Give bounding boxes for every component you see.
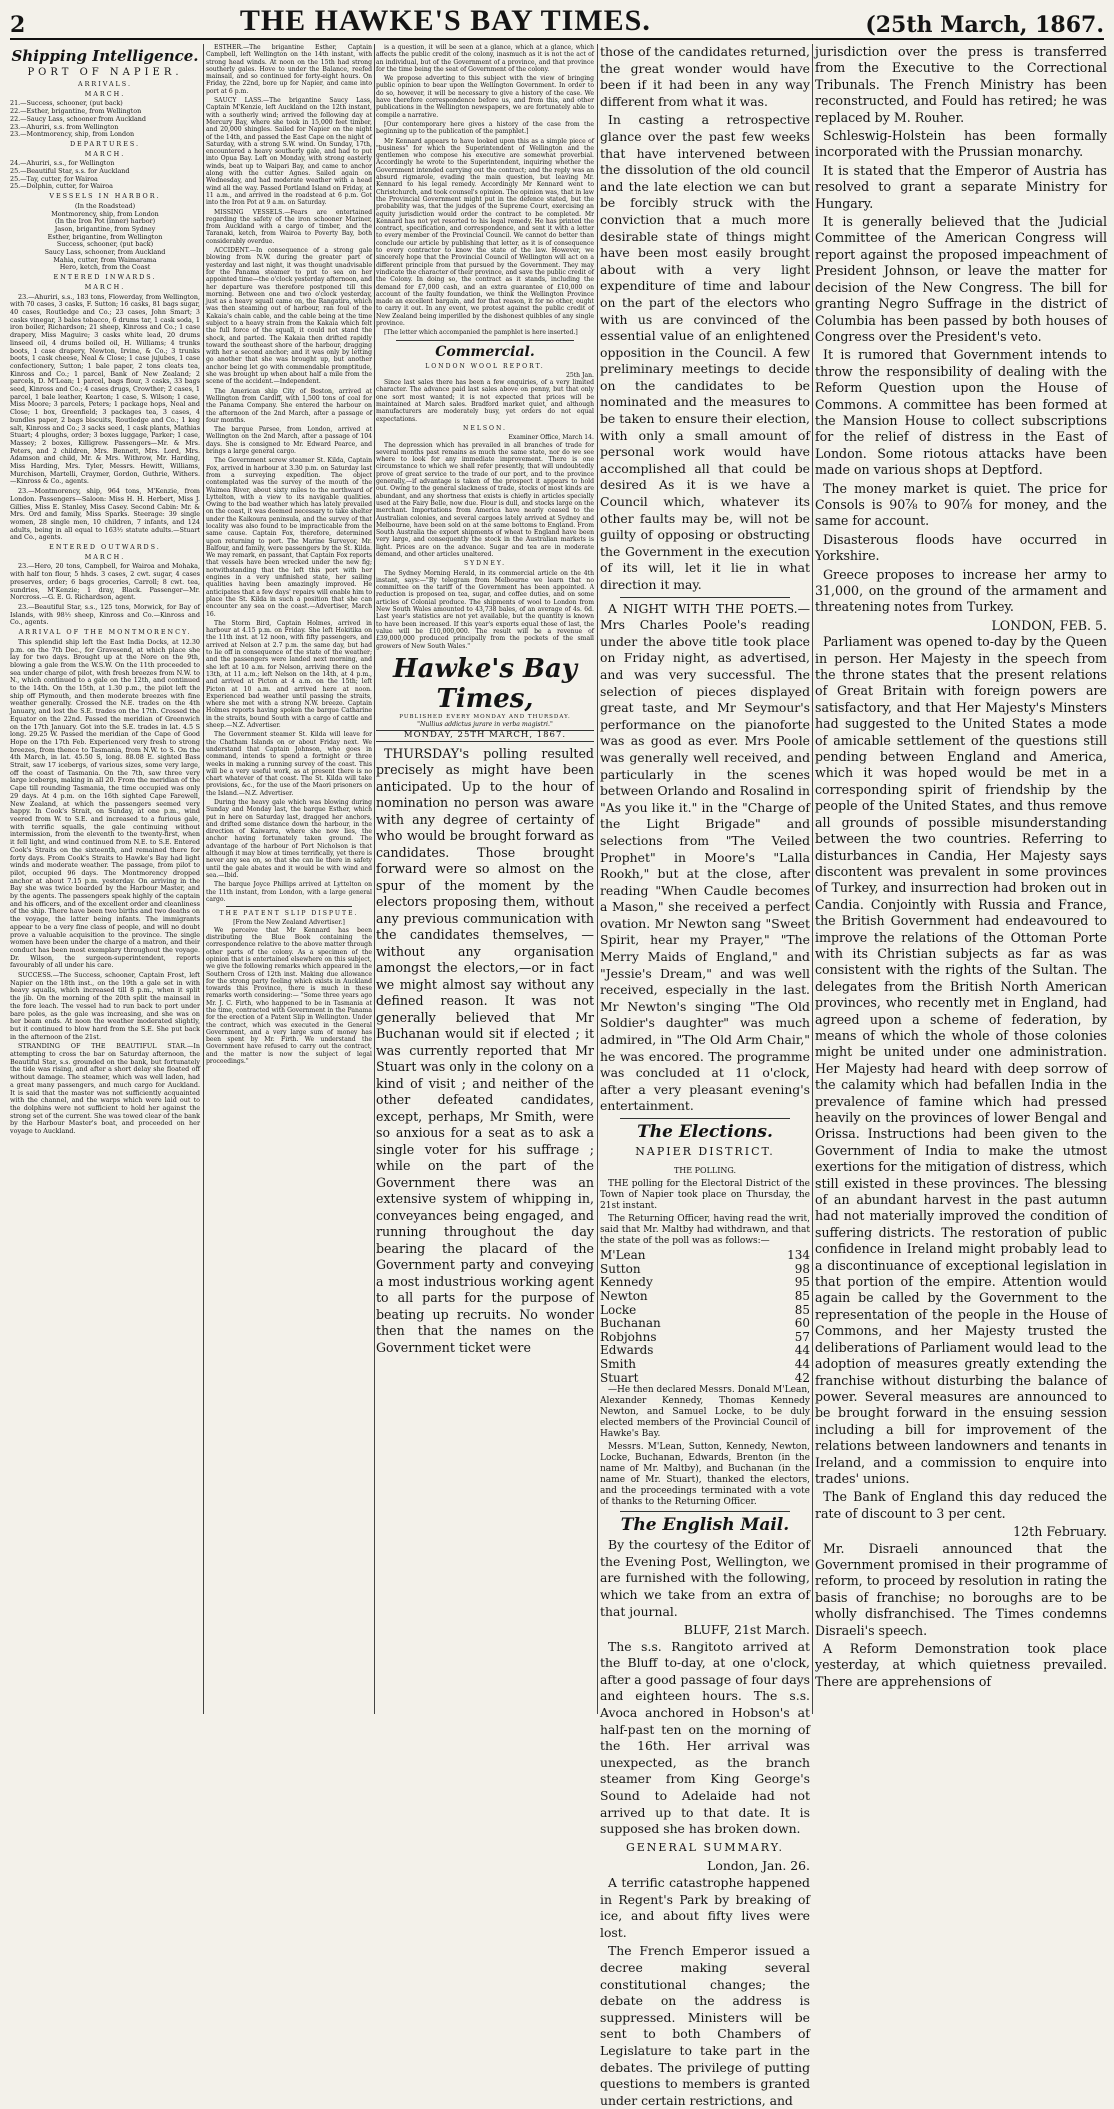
article-paragraph: Since last sales there has been a few enquiries, of a very limited character. The advance paid last sales above on penny, but that only one sort most wanted; it is not expected that prices will be maintained at March sales. Bradford market quiet, and although manufacturers are moderately busy, yet orders do not equal expectations. [376,379,594,423]
article-paragraph: During the heavy gale which was blowing during Sunday and Monday last, the barque Esther, which put in here on Saturday last, dragged her anchors, and drifted some distance down the harbour, in the direction of Kaiwarra, where she now lies, the anchor having fortunately taken ground. The advantage of the harbour of Port Nicholson is that although it may blow at times terrifically, yet there is never any sea on, so that she can lie there in safety until the gale abates and it would be with wind and sea.—Ibid. [206,798,372,879]
article-paragraph: The Returning Officer, having read the writ, said that Mr. Maltby had withdrawn, and that the state of the poll was as follows:— [600,1214,810,1247]
dateline: LONDON, FEB. 5. [991,617,1107,633]
polling-subheading: THE POLLING. [673,1165,737,1175]
list-item: Hero, ketch, from the Coast [59,263,151,272]
candidate-votes: 42 [794,1370,810,1385]
article-paragraph: In casting a retrospective glance over the past few weeks that have intervened between the dissolution of the old council and the late election we can but be forcibly struck with the conviction that a much more desirable state of things might have been most easily brought about with a very light expenditure of time and labour on the part of the electors who with us are convinced of the essential value of an enlightened opposition in the Council. A few preliminary meetings to decide on the candidates to be nominated and the measures to be taken to ensure their election, with only a small amount of personal work would have accomplished all that could be desired As it is we have a Council which, whatever its other faults may be, will not be guilty of opposing or obstructing the Government in the execution of its will, let it lie in what direction it may. [600,112,810,592]
article-paragraph: The barque Parsee, from London, arrived at Wellington on the 2nd March, after a passage of 104 days. She is consigned to Mr. Edward Pearce, and brings a large general cargo. [206,426,372,456]
column-english-news [815,44,1107,1714]
article-paragraph: those of the candidates returned, the great wonder would have been if it had been in any way different from what it was. [600,44,810,109]
table-row [600,1249,810,1263]
candidate-votes: 60 [794,1316,810,1331]
shipping-heading: Shipping Intelligence. [11,47,199,65]
general-summary-heading: GENERAL SUMMARY. [625,1840,785,1854]
wool-report-date: 25th Jan. [565,371,594,379]
column-shipping-news [206,44,372,1714]
month-label: MARCH. [84,282,126,291]
article-paragraph: The American ship City of Boston, arrived at Wellington from Cardiff, with 1,500 tons of coal for the Panama Company. She entered the harbour on the afternoon of the 2nd March, after a passage of four months. [206,387,372,424]
harbor-subheading: (In the Roadstead) [74,201,136,210]
article-paragraph: STRANDING OF THE BEAUTIFUL STAR.—In attempting to cross the bar on Saturday afternoon, the Beautiful Star, s.s. grounded on the bank, but fortunately the tide was rising, and after a short delay she floated off without damage. The steamer, which was well laden, had a great many passengers, and much cargo for Auckland. It is said that the master was not sufficiently acquainted with the channel, and the warps which were laid out to the dolphins were not sufficient to hold her against the strong set of the current. She was towed clear of the bank by the Harbour Master's boat, and proceeded on her voyage to Auckland. [10,1042,200,1136]
harbor-heading: VESSELS IN HARBOR. [49,192,161,201]
paper-masthead [376,654,594,742]
article-paragraph: A Reform Demonstration took place yesterday, at which quietness prevailed. There are apprehensions of [815,1641,1107,1689]
table-row [600,1304,810,1318]
article-paragraph: Schleswig-Holstein has been formally incorporated with the Prussian monarchy. [815,128,1107,160]
article-paragraph: The Government screw steamer St. Kilda, Captain Fox, arrived in harbour at 3.30 p.m. on Saturday last from a surveying expedition. The object contemplated was the survey of the mouth of the Waimea River, about sixty miles to the northward of Lyttelton, with a view to its navigable qualities. Owing to the bad weather which has lately prevailed on the coast, it was deemed necessary to take shelter under the Kaikoura peninsula, and the survey of that locality was also found to be impracticable from the same cause. Captain Fox, therefore, determined upon returning to port. The Marine Surveyor, Mr. Balfour, and family, were passengers by the St. Kilda. We may remark, en passant, that Captain Fox reports that vessels have been wrecked under the new fig; notwithstanding that the left this port with her engines in a very unfinished state, her sailing qualities having been amazingly improved. He anticipates that a few days' repairs will enable him to place the St. Kilda in such a position that she can encounter any sea on the coast.—Advertiser, March 16. [206,457,372,618]
list-item: Jason, brigantine, from Sydney [54,224,156,233]
column-elections [600,44,810,2108]
paper-date: MONDAY, 25TH MARCH, 1867. [376,730,594,741]
page-number: 2 [10,12,26,38]
divider [620,597,790,598]
port-heading: PORT OF NAPIER. [27,67,183,78]
column-rule [203,44,204,1714]
leader-paragraph: THURSDAY's polling resulted precisely as might have been anticipated. Up to the hour of nomination no person was aware with any degree of certainty of who would be brought forward as candidates. Those brought forward were so almost on the spur of the moment by the electors proposing them, without any previous communication with the candidates themselves, — without any organisation amongst the electors,—or in fact we might almost say without any defined reason. It was not generally believed that Mr Buchanan would sit if elected ; it was currently reported that Mr Stuart was only in the colony on a kind of visit ; and neither of the other defeated candidates, except, perhaps, Mr Smith, were so anxious for a seat as to ask a single voter for his suffrage ; while on the part of the Government there was an extensive system of whipping in, conveyances being engaged, and running throughout the day bearing the placard of the Government party and conveying a most industrious working agent to all parts for the purpose of beating up recruits. No wonder then that the names on the Government ticket were [376,745,594,1355]
article-paragraph: It is rumored that Government intends to throw the responsibility of dealing with the Reform Question upon the House of Commons. A committee has been formed at the Mansion House to collect subscriptions for the relief of distress in the East of London. Some riotous attacks have been made on various shops at Deptford. [815,347,1107,478]
article-paragraph: 23.—Beautiful Star, s.s., 125 tons, Morwick, for Bay of Islands, with 98½ sheep, Kinross and Co.—Kinross and Co., agents. [10,603,200,627]
month-label: MARCH. [84,149,126,158]
article-paragraph: By the courtesy of the Editor of the Evening Post, Wellington, we are furnished with the following, which we take from an extra of that journal. [600,1537,810,1619]
article-paragraph: The depression which has prevailed in all branches of trade for several months past remains as much the same state, nor do we see where to look for any immediate improvement. There is one circumstance to which we shall refer presently, that will undoubtedly prove of great service to the trade of our port, and to the province generally,—if advantage is taken of the prospect it appears to hold out. Owing to the general slackness of trade, stocks of most kinds are abundant, and any shortness that exists is chiefly in articles specially used at the Fairy Belle, now due. Flour is dull, and stocks large on the merchant. Importations from America have nearly ceased to the Australian colonies, and several cargoes lately arrived at Sydney and Melbourne, have been sold on at the same bottoms to England. From South Australia the export shipments of wheat to England have been very large, and consequently the stock in the Australian markets is light. Prices are on the advance. Sugar and tea are in moderate demand, and other articles unaltered. [376,441,594,558]
article-paragraph: [The letter which accompanied the pamphlet is here inserted.] [384,329,578,337]
divider [226,906,352,907]
column-rule [812,44,813,1714]
candidate-votes: 57 [794,1329,810,1344]
wool-report-heading: LONDON WOOL REPORT. [425,362,545,370]
list-item: 22.—Saucy Lass, schooner from Auckland [10,114,147,123]
article-paragraph: THE polling for the Electoral District of the Town of Napier took place on Thursday, the 21st instant. [600,1179,810,1212]
list-item: Saucy Lass, schooner, from Auckland [44,248,166,257]
article-paragraph: A terrific catastrophe happened in Regent's Park by breaking of ice, and about fifty lives were lost. [600,1875,810,1940]
table-row [600,1276,810,1290]
article-paragraph: Disasterous floods have occurred in Yorkshire. [815,531,1107,564]
article-paragraph: Messrs. M'Lean, Sutton, Kennedy, Newton, Locke, Buchanan, Edwards, Brenton (in the name of Mr. Maltby), and Buchanan (in the name of Mr. Stuart), thanked the electors, and the proceedings terminated with a vote of thanks to the Returning Officer. [600,1442,810,1508]
candidate-name: Sutton [600,1261,641,1276]
table-row [600,1317,810,1331]
article-paragraph: The Bank of England this day reduced the rate of discount to 3 per cent. [815,1489,1107,1521]
article-paragraph: 23.—Montmorency, ship, 964 tons, M'Kenzie, from London. Passengers—Saloon: Miss H. H. Herbert, Miss J. Gillies, Miss E. Stanley, Miss Casey. Second Cabin: Mr. & Mrs. Ord and family, Miss Sparks. Steerage: 39 single women, 28 single men, 10 children, 7 infants, and 124 adults, being in all equal to 163½ statute adults.—Stuart and Co., agents. [10,487,200,542]
list-item: 23.—Ahuriri, s.s. from Wellington [10,122,119,131]
article-paragraph: —He then declared Messrs. Donald M'Lean, Alexander Kennedy, Thomas Kennedy Newton, and Samuel Locke, to be duly elected members of the Provincial Council of Hawke's Bay. [600,1385,810,1440]
list-item: 22.—Esther, brigantine, from Wellington [10,107,142,116]
candidate-votes: 44 [794,1343,810,1358]
dateline: London, Jan. 26. [707,1858,810,1874]
list-item: Esther, brigantine, from Wellington [47,232,163,241]
article-paragraph: ESTHER.—The brigantine Esther, Captain Campbell, left Wellington on the 14th instant, with strong head winds. At noon on the 15th had strong southerly gales. Hove to under the Balance, reefed mainsail, and so continued for forty-eight hours. On Friday, the 22nd, bore up for Napier, and came into port at 6 p.m. [206,44,372,95]
article-paragraph: The s.s. Rangitoto arrived at the Bluff to-day, at one o'clock, after a good passage of four days and eighteen hours. The s.s. Avoca anchored in Hobson's at half-past ten on the morning of the 16th. Her arrival was unexpected, as the branch steamer from King George's Sound to Adelaide had not arrived up to that date. It is supposed she has broken down. [600,1638,810,1837]
table-row [600,1358,810,1372]
dateline: 12th February. [1013,1524,1107,1540]
arrival-montmorency-heading: ARRIVAL OF THE MONTMORENCY. [18,628,192,637]
article-paragraph: 23.—Hero, 20 tons, Campbell, for Wairoa and Mohaka, with half ton flour, 5 hhds. 3 cases, 2 cwt. sugar, 4 cases preserves, order; 6 bags groceries, Carroll; 8 cwt. tea, sundries, M'Kenzie; 1 dray, Black. Passenger—Mr. Norcross.—G. E. G. Richardson, agent. [10,562,200,602]
entered-outwards-heading: ENTERED OUTWARDS. [49,543,161,552]
column-rule [374,44,375,1714]
list-item: 25.—Dolphin, cutter, for Wairoa [10,182,113,191]
article-paragraph: Mr. Disraeli announced that the Government promised in their programme of reform, to proceed by resolution in rating the basis of franchise; no boroughs are to be wholly disfranchised. The Times condemns Disraeli's speech. [815,1540,1107,1638]
article-paragraph: The French Emperor issued a decree making several constitutional changes; the debate on the address is suppressed. Ministers will be sent to both Chambers of Legislature to take part in the debates. The privilege of putting questions to members is granted under certain restrictions, and [600,1943,810,2108]
paper-motto: "Nullius addictus jurare in verba magistri." [417,721,553,729]
article-paragraph: jurisdiction over the press is transferred from the Executive to the Correctional Tribunals. The French Ministry has been reconstructed, and Fould has retired; he was replaced by M. Rouher. [815,44,1107,125]
divider [620,1511,790,1512]
candidate-votes: 85 [794,1302,810,1317]
candidate-name: Edwards [600,1343,654,1358]
list-item: 24.—Ahuriri, s.s., for Wellington [10,159,115,168]
article-paragraph: SUCCESS.—The Success, schooner, Captain Frost, left Napier on the 18th inst., on the 19th a gale set in with heavy squalls, which increased till 8 p.m., when it split the jib. On the morning of the 20th split the mainsail in the fore leach. The vessel had to run back to port under bare poles, as the gale was increasing, and she was on her beam ends. At noon the weather moderated slightly, but it continued to blow hard from the S.E. She put back in the afternoon of the 21st. [10,971,200,1041]
article-paragraph: Mr Kennard appears to have looked upon this as a simple piece of "business" for which the Superintendent of Wellington and the gentlemen who compose his executive are somewhat proverbial. Accordingly he wrote to the Superintendent, inquiring whether the Government intended carrying out the contract; and the reply was an absurd rigmarole, evading the main question, but leaving Mr. Kennard to his legal remedy. Accordingly Mr Kennard went to Christchurch, and took counsel's opinion. The opinion was, that in law the Provincial Government might put in the defence stated, but the probability was, that the judges of the Supreme Court, exercising an equity jurisdiction would order the contract to be completed. Mr Kennard has not yet resorted to his legal remedy. He has printed the contract, specification, and correspondence, and sent it with a letter to every member of the Provincial Council. We cannot do better than conclude our article by publishing that letter, as it is of consequence to every contractor to know the state of the law. However, we sincerely hope that the Provincial Council of Wellington will act on a different principle from that pursued by the Government. They may vindicate the character of their province, and save the public credit of the Colony. In doing so, the contract as it stands, including the demand for £7,000 cash, and an extra guarantee of £10,000 on account of the faulty foundation, we think the Wellington Province made an excellent bargain, and for that reason, it for no other, ought to carry it out. In any event, we protest against the public credit of New Zealand being imperilled by the dishonest quibbles of any single province. [376,137,594,327]
candidate-votes: 44 [794,1356,810,1371]
article-paragraph: This splendid ship left the East India Docks, at 12.30 p.m. on the 7th Dec., for Gravesend, at which place she lay for two days. Brought up at the Nore on the 9th, blowing a gale from the W.S.W. On the 11th proceeded to sea under charge of pilot, with fresh breezes from N.W. to N., which continued to a gale on the 12th, and continued to the 14th. On the 15th, at 1.30 p.m., the pilot left the ship off Plymouth, and then moderate breezes with fine weather generally. Crossed the N.E. trades on the 4th January, and lost the S.E. trades on the 17th. Crossed the Equator on the 22nd. Passed the meridian of Greenwich on the 17th January. Got into the S.E. trades in lat. 4.5 S long. 29.25 W. Passed the meridian of the Cape of Good Hope on the 17th Feb. Experienced very fresh to strong breezes, from thence to Tasmania, from N.W. to S. On the 4th March, in lat. 45.50 S, long. 88.08 E. sighted Bass Strait, saw 17 icebergs, of various sizes, some very large, off the coast of Tasmania. On the 7th, saw three very large icebergs, making in all 20. From the meridian of the Cape till rounding Tasmania, the time occupied was only 29 days. At 4 p.m. on the 16th sighted Cape Farewell, New Zealand, at which the passengers seemed very happy. In Cook's Strait, on Sunday, at one p.m., wind veered from W. to S.E. and increased to a furious gale, with terrific squalls, the gale continuing without intermission, from the eleventh to the twenty-first, when it fell light, and wind continued from N.E. to S.E. Entered Cook's Straits on the sixteenth, and remained there for forty days. From Cook's Straits to Hawke's Bay had light winds and moderate weather. The passage, from pilot to pilot, occupied 96 days. The Montmorency dropped anchor at about 7.15 p.m. yesterday. On arriving in the Bay she was twice boarded by the Harbour Master, and by the agents. The passengers speak highly of the captain and his officers, and of the excellent order and cleanliness of the ship. There have been two births and two deaths on the voyage, the latter being infants. The immigrants appear to be a very fine class of people, and will no doubt prove a valuable acquisition to the province. The single women have been under the charge of a matron, and their conduct has been most exemplary throughout the voyage. Dr. Wilson, the surgeon-superintendent, reports favourably of all under his care. [10,637,200,970]
table-row [600,1263,810,1277]
candidate-votes: 95 [794,1275,810,1290]
candidate-name: Kennedy [600,1275,653,1290]
column-commercial [376,44,594,1714]
district-heading: NAPIER DISTRICT. [635,1145,775,1158]
english-mail-heading: The English Mail. [620,1515,790,1536]
departures-heading: DEPARTURES. [69,139,141,148]
list-item: 21.—Success, schooner, (put back) [10,99,123,108]
table-row [600,1290,810,1304]
table-row [600,1344,810,1358]
candidate-name: Newton [600,1288,648,1303]
candidate-votes: 134 [787,1248,810,1263]
article-paragraph: The Government steamer St. Kilda will leave for the Chatham Islands on or about Friday next. We understand that Captain Johnson, who goes in command, intends to spend a fortnight or three weeks in making a running survey of the coast. This will be a very useful work, as at present there is no chart whatever of that coast. The St. Kilda will take provisions, &c., for the use of the Maori prisoners on the Island.—N.Z. Advertiser. [206,731,372,797]
article-paragraph: A NIGHT WITH THE POETS.—Mrs Charles Poole's reading under the above title took place on Friday night, as advertised, and was very successful. The selection of pieces displayed great taste, and Mr Seymour's performance on the pianoforte was as good as ever. Mrs Poole was generally well received, and particularly in the scenes between Orlando and Rosalind in "As you like it." in the "Charge of the Light Brigade" and selections from "The Veiled Prophet" in Moore's "Lalla Rookh," but at the close, after reading "When Caudle becomes a Mason," she received a perfect ovation. Mr Newton sang "Sweet Spirit, hear my Prayer," "The Merry Maids of England," and "Jessie's Dream," and was well received, especially in the last. Mr Newton's singing "The Old Soldier's daughter" was much admired, in "The Old Arm Chair," he was encored. The programme was concluded at 11 o'clock, after a very pleasant evening's entertainment. [600,600,810,1114]
article-paragraph: It is generally believed that the Judicial Committee of the American Congress will report against the proposed impeachment of President Johnson, or leave the matter for decision of the New Congress. The bill for granting Negro Suffrage in the district of Columbia has been passed by both houses of Congress over the President's veto. [815,214,1107,344]
candidate-name: Locke [600,1302,637,1317]
divider [396,340,574,341]
article-paragraph: MISSING VESSELS.—Fears are entertained regarding the safety of the iron schooner Mariner, from Auckland with a cargo of timber, and the Taranaki, ketch, from Wairoa to Poverty Bay, both considerably overdue. [206,208,372,245]
article-paragraph: The Storm Bird, Captain Holmes, arrived in harbour at 4.15 p.m. on Friday. She left Hokitika on the 11th inst. at 12 noon, with fifty passengers, and arrived at Nelson at 2.7 p.m. the same day, but had to lie off in consequence of the state of the weather; and the passengers were landed next morning, and she left at 10 a.m. for Nelson, arriving there on the 13th, at 11 a.m.; left Nelson on the 14th, at 4 p.m., and arrived at Picton at 4 a.m. on the 15th; left Picton at 10 a.m. and arrived here at noon. Experienced bad weather until passing the straits, where she met with a strong N.W. breeze. Captain Holmes reports having spoken the barque Catharine in the straits, bound South with a cargo of cattle and sheep.—N.Z. Advertiser. [206,619,372,730]
newspaper-title: THE HAWKE'S BAY TIMES. [239,4,651,37]
page-masthead [10,4,1104,40]
article-paragraph: The Sydney Morning Herald, in its commercial article on the 4th instant, says:—"By telegram from Melbourne we learn that no committee on the tariff of the Government has been appointed. A reduction is proposed on tea, sugar, and coffee duties, and on some articles of Colonial produce. The shipments of wool to London from New South Wales amounted to 43,738 bales, of an average of 4s. 6d. Last year's statistics are not yet available, but the quantity is known to have been increased. If this year's exports equal those of last, the value will be £10,000,000. The result will be a revenue of £39,000,000 produced principally from the pockets of the small growers of New South Wales." [376,569,594,650]
candidate-name: M'Lean [600,1248,646,1263]
patent-slip-heading: THE PATENT SLIP DISPUTE. [219,910,359,918]
candidate-name: Stuart [600,1370,639,1385]
list-item: 25.—Tay, cutter, for Wairoa [10,174,98,183]
arrivals-heading: ARRIVALS. [78,80,132,88]
nelson-dateline: Examiner Office, March 14. [508,434,594,442]
article-paragraph: [Our contemporary here gives a history of the case from the beginning up to the publication of the pamphlet.] [376,120,594,136]
commercial-heading: Commercial. [435,343,535,360]
table-row [600,1372,810,1386]
candidate-name: Smith [600,1356,636,1371]
article-paragraph: We propose adverting to this subject with the view of bringing public opinion to bear upon the Wellington Government. In order to do so, however, it will be necessary to give a history of the case. We have therefore correspondence before us, and from this, and other publications in the Wellington newspapers, we are fortunately able to compile a narrative. [376,75,594,119]
issue-date: (25th March, 1867. [865,12,1104,38]
article-paragraph: Parliament was opened to-day by the Queen in person. Her Majesty in the speech from the throne states that the present relations of Great Britain with foreign powers are satisfactory, and that Her Majesty's Minsters had suggested to the United States a mode of amicable settlement of the questions still pending between England and America, which it was hoped would be met in a corresponding spirit of friendship by the people of the United States, and thus remove all grounds of possible misunderstanding between the two countries. Referring to disturbances in Candia, Her Majesty says discontent was prevalent in some provinces of Turkey, and insurrection had broken out in Candia. Conjointly with Russia and France, the British Government had endeavoured to improve the relations of the Ottoman Porte with its Christian subjects as far as was consistent with the rights of the Sultan. The delegates from the British North American provinces, who recently met in England, had agreed upon a scheme of federation, by means of which the whole of those colonies might be united under one administration. Her Majesty had heard with deep sorrow of the calamity which had befallen India in the prevalence of famine which had pressed heavily on the provinces of lower Bengal and Orissa. Instructions had been given to the Government of India to make the utmost exertions for the mitigation of distress, which still existed in these provinces. The blessing of an abundant harvest in the past autumn had not materially improved the condition of suffering districts. The restoration of public confidence in Ireland might probably lead to a discontinuance of exceptional legislation in that portion of the empire. Attention would again be called by the Government to the representation of the people in the House of Commons, and her Majesty trusted the deliberations of Parliament would lead to the adoption of measures greatly extending the franchise without disturbing the balance of power. Several measures are announced to be brought forward in the ensuing session including a bill for improvement of the relations between landowners and tenants in Ireland, and a commission to enquire into trades' unions. [815,634,1107,1486]
column-rule [597,44,598,1714]
entered-inwards-heading: ENTERED INWARDS. [53,273,157,282]
article-paragraph: 23.—Ahuriri, s.s., 183 tons, Flowerday, from Wellington, with 70 cases, 3 casks, F. Sutton; 16 casks, 81 bags sugar, 40 cases, Routledge and Co.; 23 cases, John Smart; 3 casks vinegar, 3 bales tobacco, 6 drums tar, 1 cask soda, 1 iron boiler, Richardson; 21 sheep, Kinross and Co.; 1 case drapery, Miss Maguire; 3 casks white lead, 20 drums linseed oil, 4 drums boiled oil, H. Williams; 4 trunks boots, 1 case drapery, Newton, Irvine, & Co.; 3 trunks boots, 1 cask cheese, Neal & Close; 1 case jujubes, 1 case confectionery, Sutton; 1 bale paper, 2 tons cleats tea, Kinross and Co.; 1 parcel, Bank of New Zealand; 2 parcels, D. M'Lean; 1 parcel, bags flour, 3 casks, 33 bags seed, Kinross and Co.; 4 cases drugs, Crowther; 2 cases, 1 parcel, 1 bale leather, Kearton; 1 case, S. Wilson; 1 case, Miss Moore; 3 parcels, Peters; 1 package hops, Neal and Close; 1 box, Greenfield; 3 packages tea, 3 cases, 4 bundles paper, 2 bags biscuits, Routledge and Co.; 1 keg salt, Kinross and Co.; 3 sacks seed, 1 cask plants, Mathias Stuart; 4 ploughs, order; 3 boxes luggage, Parker; 1 case, Massey; 2 boxes, Killigrew. Passengers—Mr. & Mrs. Peters, and 2 children, Mrs. Bennett, Mrs. Lord, Mrs. Adamson and child, Mr. & Mrs. Withrow, Mr. Harding, Miss Harding, Mrs. Tyler, Messrs. Hewitt, Williams, Murchison, Martelli, Craymer, Gordon, Guthrie, Withers.—Kinross & Co., agents. [10,292,200,486]
elections-heading: The Elections. [637,1122,773,1142]
candidate-name: Buchanan [600,1316,661,1331]
article-paragraph: Greece proposes to increase her army to 31,000, on the ground of the armament and threatening notes from Turkey. [815,566,1107,615]
column-shipping [10,44,200,1714]
dateline: BLUFF, 21st March. [683,1622,810,1638]
candidate-votes: 98 [794,1261,810,1276]
article-paragraph: We perceive that Mr Kennard has been distributing the Blue Book containing the correspondence relative to the above matter through other parts of the colony. As a specimen of the opinion that is entertained elsewhere on this subject, we give the following remarks which appeared in the Southern Cross of 12th inst. Making due allowance for the strong party feeling which exists in Auckland towards this Province, there is much in these remarks worth considering:— "Some three years ago Mr. J. C. Firth, who happened to be in Tasmania at the time, contracted with Government in the Panama for the erection of a Patent Slip in Wellington. Under the contract, which was executed in the General Government, and a very large sum of money has been spent by Mr. Firth. We understand the Government have refused to carry out the contract, and the matter is now the subject of legal proceedings." [206,926,372,1066]
article-paragraph: The barque Joyce Phillips arrived at Lyttelton on the 11th instant, from London, with a large general cargo. [206,881,372,903]
list-item: 25.—Beautiful Star, s.s. for Auckland [10,167,130,176]
article-paragraph: SAUCY LASS.—The brigantine Saucy Lass, Captain M'Kenzie, left Auckland on the 12th instant, with a southerly wind; arrived the following day at Mercury Bay, where she took in 15,000 feet timber, and 20,000 shingles. Sailed for Napier on the night of the 14th, and passed the East Cape on the night of Saturday, with a strong S.W. wind. On Sunday, 17th, encountered a heavy southerly gale, and had to put into Opua Bay. Left on Monday, with strong easterly winds, beat up to Waipari Bay, and came to anchor along with the cutter Agnes. Sailed again on Wednesday, and had moderate weather with a head wind all the way. Passed Portland Island on Friday, at 11 a.m., and arrived in the roadstead at 6 p.m. Got into the Iron Pot at 9 a.m. on Saturday. [206,97,372,207]
list-item: Success, schooner, (put back) [56,240,154,249]
divider [620,1118,790,1119]
sydney-heading: SYDNEY. [463,560,507,568]
candidate-votes: 85 [794,1288,810,1303]
paper-title: Hawke's Bay Times, [393,653,577,714]
article-paragraph: is a question, it will be seen at a glance, which at a glance, which affects the public credit of the colony, inasmuch as it is not the act of an individual, but of the Government of a province, and that province for the time being the seat of Government of the colony. [376,44,594,73]
article-paragraph: The money market is quiet. The price for Consols is 90⅞ to 90⅞ for money, and the same for account. [815,480,1107,529]
candidate-name: Robjohns [600,1329,657,1344]
list-item: (In the Iron Pot (inner) harbor) [54,217,156,226]
month-label: MARCH. [84,89,126,98]
month-label: MARCH. [84,552,126,561]
article-paragraph: ACCIDENT.—In consequence of a strong gale blowing from N.W. during the greater part of yesterday and last night, it was thought unadvisable for the Panama steamer to put to sea on her appointed time—the o'clock yesterday afternoon, and her departure was therefore postponed till this morning. Between one and two o'clock yesterday, just as a heavy squall came on, the Rangatira, which was then steaming out of harbour, ran foul of the Kakaia's chain cable, and the cable being at the time subject to a heavy strain from the Kakaia which felt the full force of the squall, it could not stand the shock, and parted. The Kakaia then drifted rapidly toward the southeast shore of the harbour, dragging with her a second anchor; and it was only by letting go another that she was brought up, but another anchor being let go with commendable promptitude, she was brought up when about half a mile from the scene of the accident.—Independent. [206,247,372,386]
patent-slip-source: [From the New Zealand Advertiser.] [233,919,345,927]
poll-results-table [600,1249,810,1385]
nelson-heading: NELSON. [463,424,507,432]
paper-subtitle: PUBLISHED EVERY MONDAY AND THURSDAY. [399,713,571,720]
list-item: 23.—Montmorency, ship, from London [10,130,135,139]
table-row [600,1331,810,1345]
list-item: Mahia, cutter, from Waimarama [53,255,157,264]
list-item: Montmorency, ship, from London [51,209,159,218]
article-paragraph: It is stated that the Emperor of Austria has resolved to grant a separate Ministry for Hungary. [815,162,1107,211]
